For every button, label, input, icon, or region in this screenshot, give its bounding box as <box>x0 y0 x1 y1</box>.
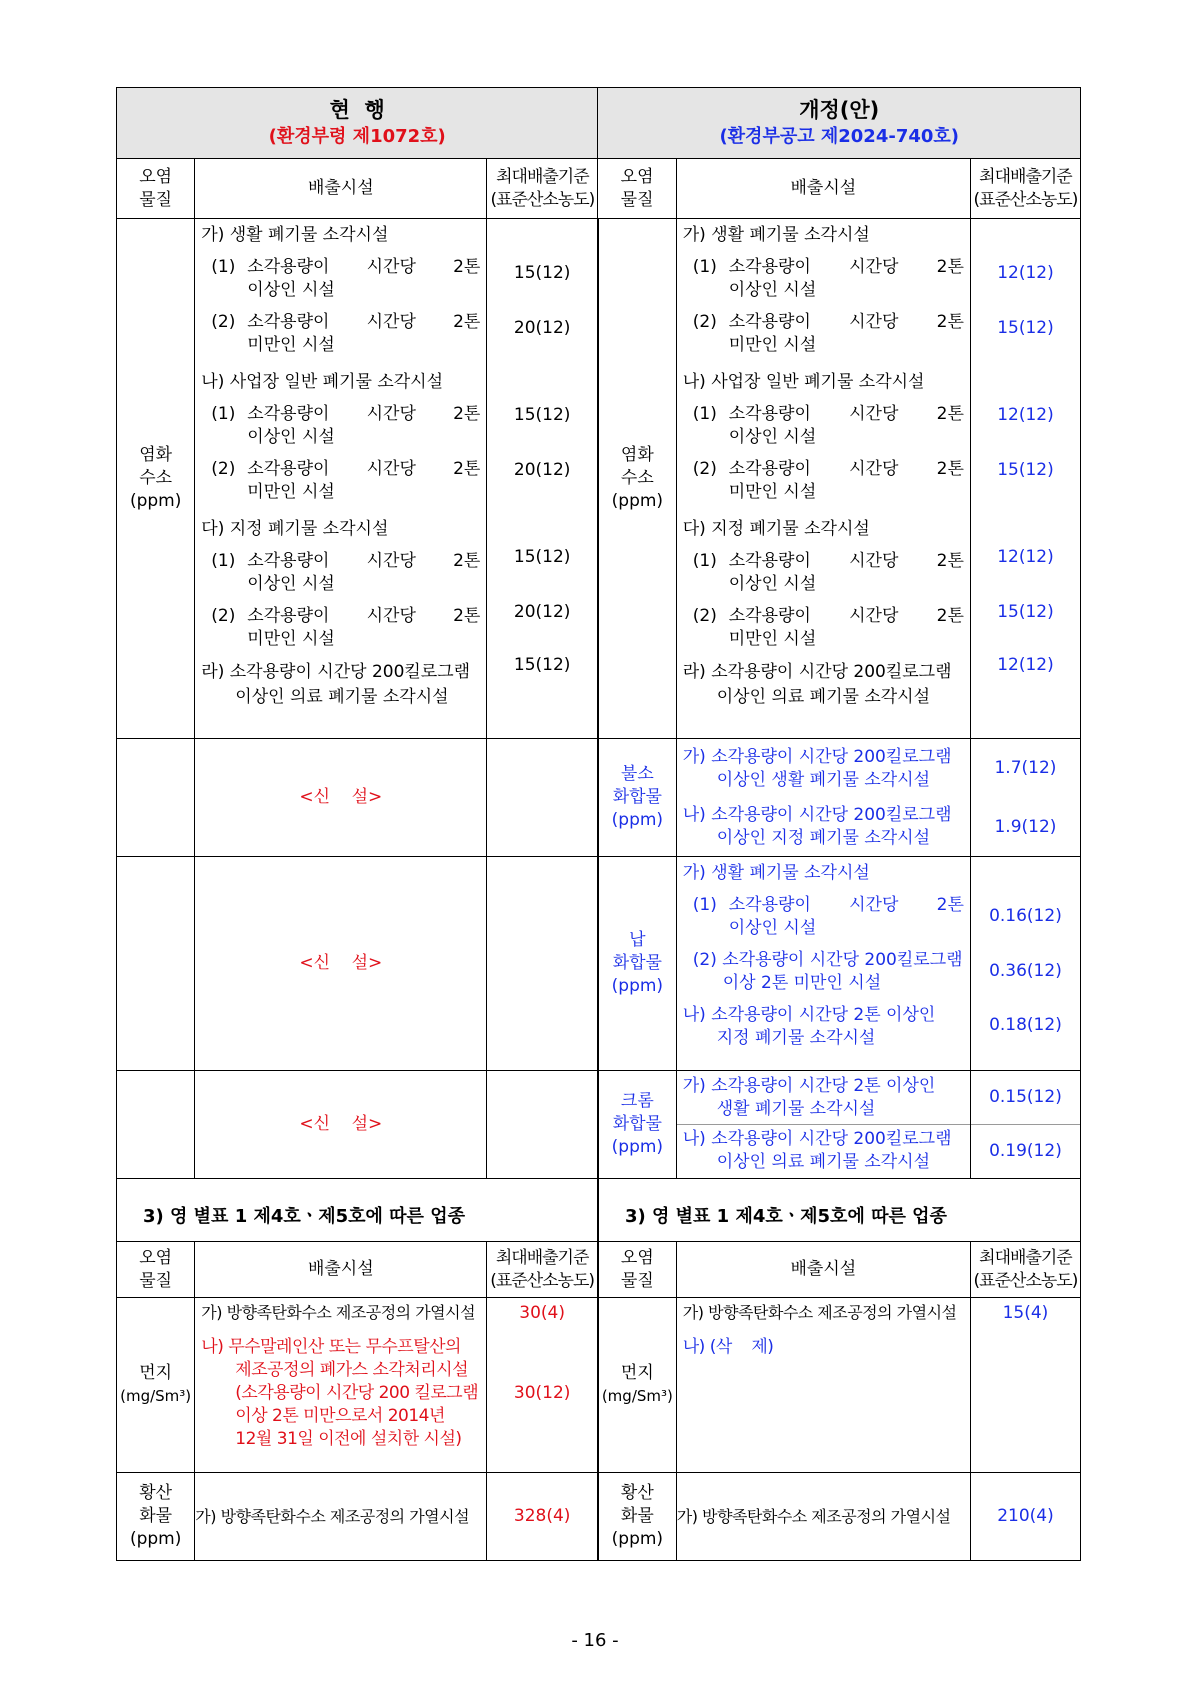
col-facility: 배출시설 <box>195 159 487 219</box>
dust-label: 먼지 (mg/Sm³) <box>598 1298 676 1473</box>
col-limit: 최대배출기준 (표준산소농도) <box>487 159 598 219</box>
comparison-table <box>116 87 1081 1561</box>
new-section-label: <신 설> <box>195 857 487 1071</box>
empty-cell <box>117 1071 195 1179</box>
hcl-label: 염화 수소 (ppm) <box>117 219 195 739</box>
sulfide-facility-current: 가) 방향족탄화수소 제조공정의 가열시설 <box>195 1473 487 1561</box>
current-ref: (환경부령 제1072호) <box>268 126 446 147</box>
dust-facilities-current: 가) 방향족탄화수소 제조공정의 가열시설 나) 무수말레인산 또는 무수프탈산의 제조공정의 폐가스 소각처리시설 (소각용량이 시간당 200 킬로그램 이상 2톤 미만으로서 2014년 12월 31일 이전에 설치한 시설) <box>195 1298 487 1473</box>
hcl-facilities-current: 가) 생활 폐기물 소각시설 (1) 소각용량이 시간당 2톤 이상인 시설 (2) 소각용량이 시간당 2톤 미만인 시설 나) 사업장 일반 폐기물 소각시설 (1) 소각용량이 시간당 2톤 이상인 시설 (2) 소각용량이 시간당 2톤 미만인 시설 다) 지정 폐기물 소각시설 (1) 소각용량이 시간당 2톤 이상인 시설 (2) 소각용량이 시간당 2톤 미만인 시설 라) 소각용량이 시간당 200킬로그램 이상인 의료 폐기물 소각시설 <box>195 219 487 739</box>
hcl-label: 염화 수소 (ppm) <box>598 219 676 739</box>
new-section-label: <신 설> <box>195 739 487 857</box>
col-pollutant: 오염 물질 <box>598 159 676 219</box>
empty-cell <box>487 739 598 857</box>
col-limit: 최대배출기준 (표준산소농도) <box>970 159 1080 219</box>
dust-facilities-proposed: 가) 방향족탄화수소 제조공정의 가열시설 나) (삭 제) <box>676 1298 970 1473</box>
empty-cell <box>117 857 195 1071</box>
comparison-document <box>116 87 1081 1561</box>
current-title: 현 행 <box>329 98 385 122</box>
lead-values: 0.16(12) 0.36(12) 0.18(12) <box>970 857 1080 1071</box>
hcl-values-current: 15(12) 20(12) 15(12) 20(12) 15(12) 20(12) 15(12) <box>487 219 598 739</box>
dust-values-proposed: 15(4) <box>970 1298 1080 1473</box>
col-facility: 배출시설 <box>676 159 970 219</box>
col-pollutant: 오염 물질 <box>117 159 195 219</box>
col-facility: 배출시설 <box>676 1242 970 1298</box>
sulfide-value-current: 328(4) <box>487 1473 598 1561</box>
col-facility: 배출시설 <box>195 1242 487 1298</box>
fluoride-label: 불소 화합물 (ppm) <box>598 739 676 857</box>
empty-cell <box>117 739 195 857</box>
sulfide-facility-proposed: 가) 방향족탄화수소 제조공정의 가열시설 <box>676 1473 970 1561</box>
col-pollutant: 오염 물질 <box>598 1242 676 1298</box>
empty-cell <box>487 1071 598 1179</box>
sulfide-value-proposed: 210(4) <box>970 1473 1080 1561</box>
chromium-label: 크롬 화합물 (ppm) <box>598 1071 676 1179</box>
proposed-header <box>598 88 1081 159</box>
fluoride-values: 1.7(12) 1.9(12) <box>970 739 1080 857</box>
page-number: - 16 - <box>571 1630 619 1651</box>
new-section-label: <신 설> <box>195 1071 487 1179</box>
dust-values-current: 30(4) 30(12) <box>487 1298 598 1473</box>
chromium-values: 0.15(12) 0.19(12) <box>970 1071 1080 1179</box>
proposed-title: 개정(안) <box>799 98 880 122</box>
hcl-values-proposed: 12(12) 15(12) 12(12) 15(12) 12(12) 15(12) 12(12) <box>970 219 1080 739</box>
hcl-facilities-proposed: 가) 생활 폐기물 소각시설 (1) 소각용량이 시간당 2톤 이상인 시설 (2) 소각용량이 시간당 2톤 미만인 시설 나) 사업장 일반 폐기물 소각시설 (1) 소각용량이 시간당 2톤 이상인 시설 (2) 소각용량이 시간당 2톤 미만인 시설 다) 지정 폐기물 소각시설 (1) 소각용량이 시간당 2톤 이상인 시설 (2) 소각용량이 시간당 2톤 미만인 시설 라) 소각용량이 시간당 200킬로그램 이상인 의료 폐기물 소각시설 <box>676 219 970 739</box>
empty-cell <box>487 857 598 1071</box>
current-header <box>117 88 598 159</box>
sulfide-label: 황산 화물 (ppm) <box>598 1473 676 1561</box>
section3-title-proposed: 3) 영 별표 1 제4호ㆍ제5호에 따른 업종 <box>598 1179 1081 1242</box>
col-limit: 최대배출기준 (표준산소농도) <box>487 1242 598 1298</box>
section3-title-current: 3) 영 별표 1 제4호ㆍ제5호에 따른 업종 <box>117 1179 598 1242</box>
fluoride-facilities: 가) 소각용량이 시간당 200킬로그램 이상인 생활 폐기물 소각시설 나) 소각용량이 시간당 200킬로그램 이상인 지정 폐기물 소각시설 <box>676 739 970 857</box>
proposed-ref: (환경부공고 제2024-740호) <box>719 126 960 147</box>
col-limit: 최대배출기준 (표준산소농도) <box>970 1242 1080 1298</box>
col-pollutant: 오염 물질 <box>117 1242 195 1298</box>
lead-facilities: 가) 생활 폐기물 소각시설 (1) 소각용량이 시간당 2톤 이상인 시설 (2) 소각용량이 시간당 200킬로그램 이상 2톤 미만인 시설 나) 소각용량이 시간당 2톤 이상인 지정 폐기물 소각시설 <box>676 857 970 1071</box>
sulfide-label: 황산 화물 (ppm) <box>117 1473 195 1561</box>
lead-label: 납 화합물 (ppm) <box>598 857 676 1071</box>
chromium-facilities: 가) 소각용량이 시간당 2톤 이상인 생활 폐기물 소각시설 나) 소각용량이 시간당 200킬로그램 이상인 의료 폐기물 소각시설 <box>676 1071 970 1179</box>
dust-label: 먼지 (mg/Sm³) <box>117 1298 195 1473</box>
